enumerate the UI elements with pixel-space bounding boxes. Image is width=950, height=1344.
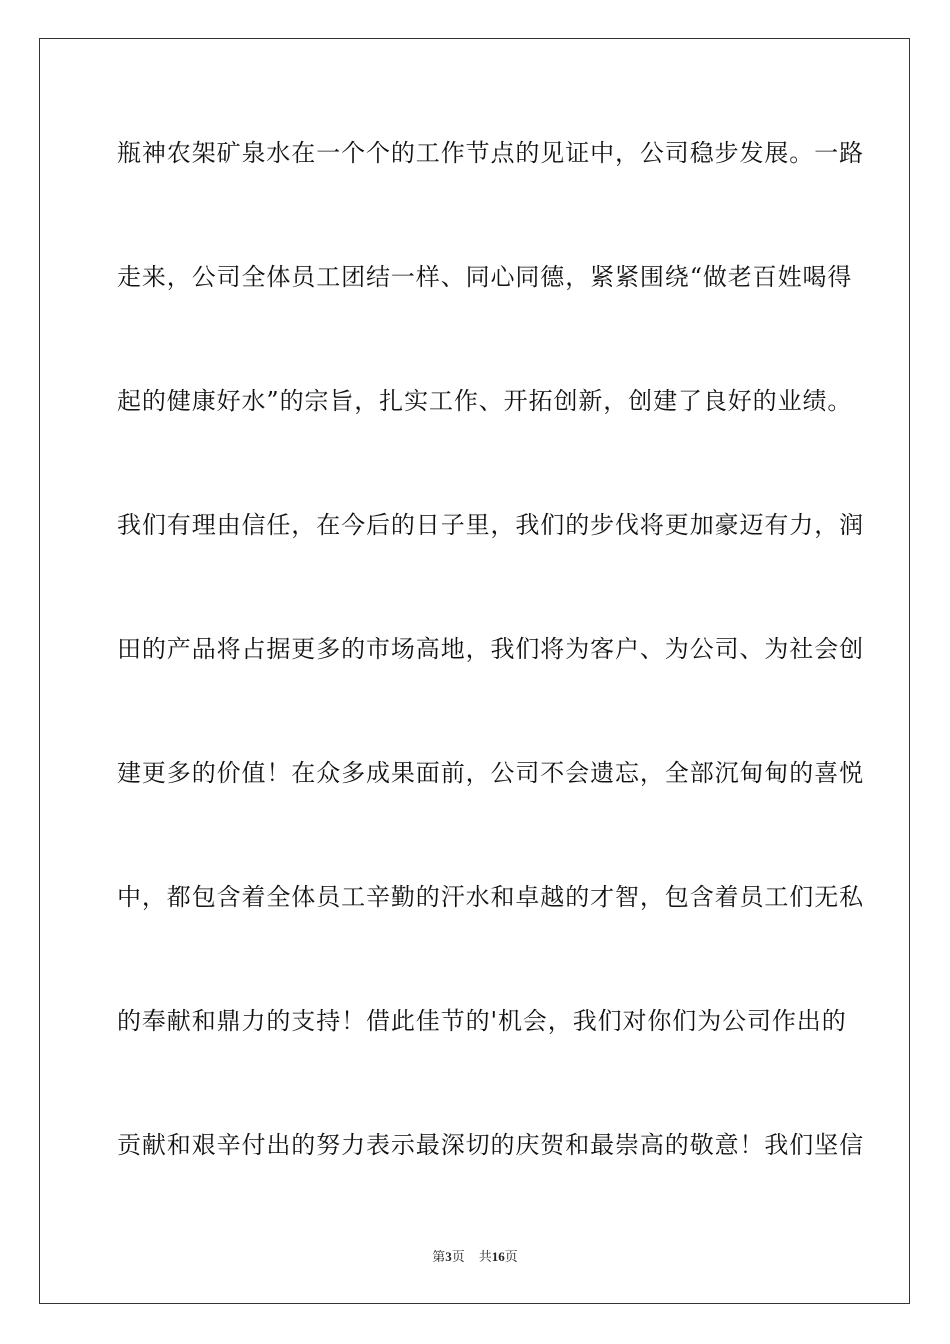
text-line: 田的产品将占据更多的市场高地，我们将为客户、为公司、为社会创 xyxy=(117,635,864,663)
text-line: 贡献和艰辛付出的努力表示最深切的庆贺和最崇高的敬意！我们坚信 xyxy=(117,1131,864,1159)
page-prefix: 第 xyxy=(432,1249,446,1264)
text-line: 走来，公司全体员工团结一样、同心同德，紧紧围绕“做老百姓喝得 xyxy=(117,263,853,291)
text-line: 的奉献和鼎力的支持！借此佳节的'机会，我们对你们为公司作出的 xyxy=(117,1007,847,1035)
page-suffix: 页 xyxy=(451,1249,465,1264)
text-line: 建更多的价值！在众多成果面前，公司不会遗忘，全部沉甸甸的喜悦 xyxy=(117,759,864,787)
document-body xyxy=(117,125,864,1241)
text-line: 我们有理由信任，在今后的日子里，我们的步伐将更加豪迈有力，润 xyxy=(117,511,864,539)
page-footer xyxy=(0,1246,950,1265)
text-line: 起的健康好水”的宗旨，扎实工作、开拓创新，创建了良好的业绩。 xyxy=(117,387,853,415)
total-suffix: 页 xyxy=(504,1249,518,1264)
page-number: 3 xyxy=(445,1249,452,1264)
total-prefix: 共 xyxy=(478,1249,492,1264)
total-pages: 16 xyxy=(491,1249,505,1264)
text-line: 瓶神农架矿泉水在一个个的工作节点的见证中，公司稳步发展。一路 xyxy=(117,139,864,167)
text-line: 中，都包含着全体员工辛勤的汗水和卓越的才智，包含着员工们无私 xyxy=(117,883,864,911)
